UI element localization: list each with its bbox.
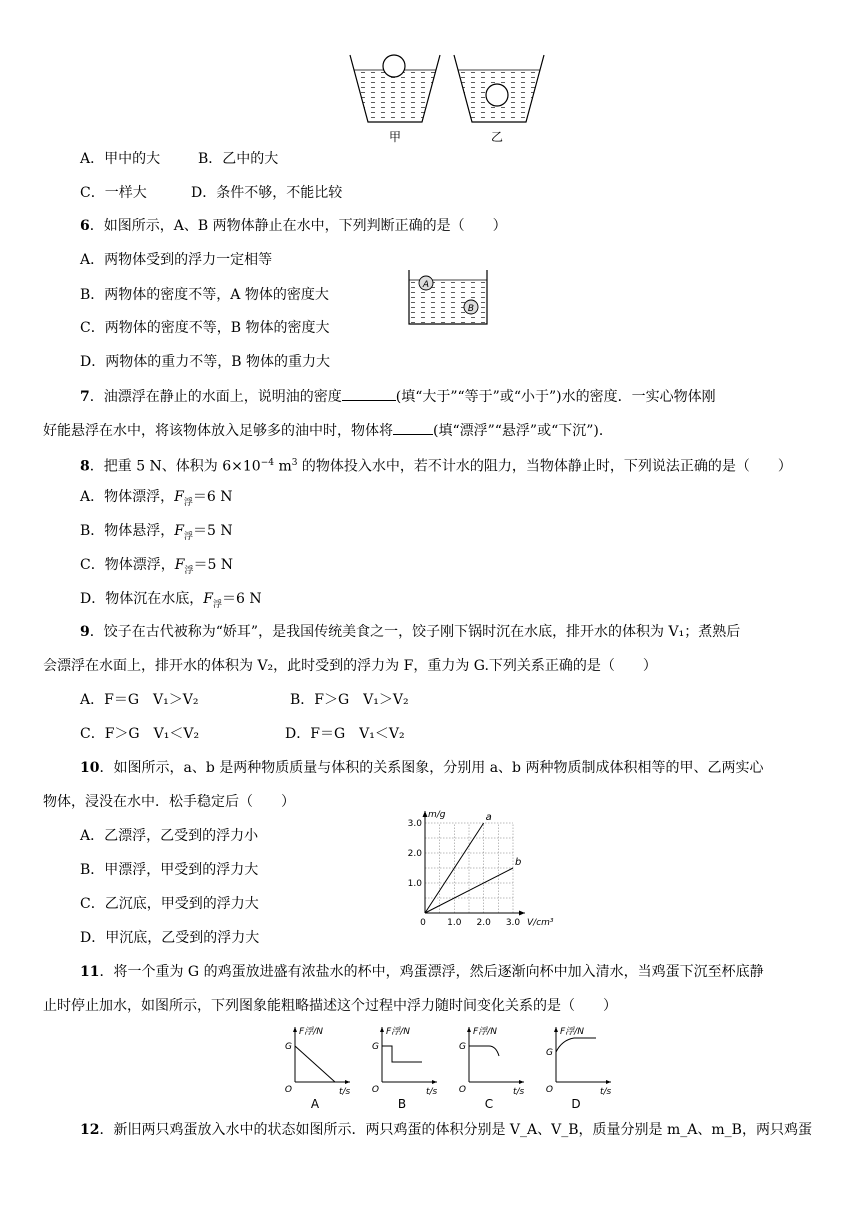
- series-label-b: b: [515, 857, 522, 868]
- q8-option-d-value: ＝6 N: [221, 591, 262, 607]
- g-label: G: [546, 1048, 553, 1058]
- series-label-a: a: [485, 812, 492, 823]
- q6-label-b: B: [467, 304, 475, 314]
- x-tick-label: 1.0: [447, 918, 462, 928]
- y-axis-arrow: [293, 1027, 297, 1032]
- q11-line-2: 止时停止加水，如图所示，下列图象能粗略描述这个过程中浮力随时间变化关系的是（ ）: [43, 998, 617, 1014]
- q6-option-d: D．两物体的重力不等，B 物体的重力大: [80, 354, 330, 370]
- x-tick-label: 3.0: [505, 918, 521, 928]
- x-axis-arrow: [519, 1080, 524, 1084]
- x-axis-label: t/s: [339, 1087, 351, 1097]
- y-axis-arrow: [423, 811, 428, 817]
- q7-part-3: 好能悬浮在水中，将该物体放入足够多的油中时，物体将: [43, 423, 393, 439]
- q7-line-2: [43, 420, 613, 441]
- buoyancy-curve: [295, 1046, 335, 1082]
- graph-d: [546, 1026, 612, 1111]
- q9-line-1: [80, 622, 740, 642]
- y-axis-label: F浮/N: [299, 1027, 323, 1037]
- option-label: D: [571, 1097, 581, 1111]
- force-symbol: F: [203, 591, 213, 607]
- q8-option-a-value: ＝6 N: [192, 489, 233, 505]
- q5-option-b: B．乙中的大: [198, 151, 279, 167]
- q10-line-2: 物体，浸没在水中．松手稳定后（ ）: [43, 794, 295, 810]
- q8-option-a-text: A．物体漂浮，: [80, 489, 175, 505]
- y-axis-label: m/g: [428, 810, 446, 820]
- q8-option-b-text: B．物体悬浮，: [80, 523, 175, 539]
- q8-option-c: [80, 555, 233, 581]
- mass-volume-chart: [395, 800, 575, 930]
- q6-number: 6: [80, 218, 90, 234]
- q6-option-a: A．两物体受到的浮力一定相等: [80, 252, 273, 268]
- q9-option-b: B．F＞G V₁＞V₂: [290, 692, 409, 708]
- q8-option-a: [80, 487, 232, 513]
- q11-number: 11: [80, 964, 100, 980]
- option-label: B: [397, 1097, 407, 1111]
- q5-option-d: D．条件不够，不能比较: [191, 185, 343, 201]
- q5-option-c: C．一样大: [80, 185, 147, 201]
- q10-option-c: C．乙沉底，甲受到的浮力大: [80, 896, 259, 912]
- q12-number: 12: [80, 1122, 100, 1138]
- g-label: G: [372, 1042, 379, 1052]
- origin-label: O: [458, 1085, 466, 1095]
- q11-line-1-text: ．将一个重为 G 的鸡蛋放进盛有浓盐水的杯中，鸡蛋漂浮，然后逐渐向杯中加入清水，当鸡蛋下沉至杯底静: [99, 964, 764, 980]
- y-axis-label: F浮/N: [386, 1027, 410, 1037]
- x-axis-arrow: [432, 1080, 437, 1084]
- q9-option-a: A．F＝G V₁＞V₂: [80, 692, 199, 708]
- buoyancy-subscript: 浮: [184, 531, 194, 542]
- q7-line-1: [80, 386, 716, 407]
- y-tick-label: 3.0: [407, 819, 422, 829]
- x-axis-arrow: [606, 1080, 611, 1084]
- q10-line-1: [80, 758, 763, 778]
- q10-option-d: D．甲沉底，乙受到的浮力大: [80, 930, 260, 946]
- q12-line-1: [80, 1120, 812, 1140]
- y-tick-label: 1.0: [407, 879, 422, 889]
- buoyancy-subscript: 浮: [183, 497, 193, 508]
- g-label: G: [285, 1042, 292, 1052]
- y-axis-arrow: [467, 1027, 471, 1032]
- q8-option-c-value: ＝5 N: [193, 557, 234, 573]
- y-axis-label: F浮/N: [473, 1027, 497, 1037]
- q9-number: 9: [80, 624, 90, 640]
- q8-cube: 3: [291, 458, 298, 468]
- q6-option-c: C．两物体的密度不等，B 物体的密度大: [80, 320, 330, 336]
- force-symbol: F: [174, 489, 184, 505]
- q8-stem-c: 的物体投入水中，若不计水的阻力，当物体静止时，下列说法正确的是（ ）: [297, 458, 792, 475]
- q11-line-1: [80, 962, 764, 982]
- origin-label: O: [371, 1085, 379, 1095]
- graph-b: [372, 1026, 438, 1111]
- buoyancy-subscript: 浮: [184, 565, 194, 576]
- x-axis-label: t/s: [513, 1087, 525, 1097]
- q7-blank-2[interactable]: [393, 420, 433, 435]
- y-tick-label: 2.0: [407, 849, 422, 859]
- q6-container-figure: [0, 0, 860, 340]
- graph-a: [285, 1026, 351, 1111]
- q7-part-1: ．油漂浮在静止的水面上，说明油的密度: [89, 389, 342, 405]
- q10-option-a: A．乙漂浮，乙受到的浮力小: [80, 828, 259, 844]
- q6-stem-text: ．如图所示，A、B 两物体静止在水中，下列判断正确的是（ ）: [89, 218, 507, 234]
- origin-label: 0: [420, 918, 426, 928]
- q9-option-d: D．F＝G V₁＜V₂: [285, 726, 405, 742]
- q5-option-a: A．甲中的大: [80, 151, 161, 167]
- x-axis-arrow: [519, 911, 525, 916]
- q9-line-1-text: ．饺子在古代被称为“娇耳”，是我国传统美食之一，饺子刚下锅时沉在水底，排开水的体积为 V₁；煮熟后: [89, 624, 741, 640]
- buoyancy-curve: [469, 1046, 499, 1056]
- y-axis-arrow: [554, 1027, 558, 1032]
- option-label: A: [310, 1097, 320, 1111]
- graph-c: [459, 1026, 525, 1111]
- q7-part-4: (填“漂浮”“悬浮”或“下沉”)．: [433, 423, 613, 439]
- x-axis-arrow: [345, 1080, 350, 1084]
- q7-number: 7: [80, 389, 90, 405]
- q10-option-b: B．甲漂浮，甲受到的浮力大: [80, 862, 259, 878]
- q8-option-b: [80, 521, 233, 547]
- x-axis-label: V/cm³: [527, 918, 554, 928]
- q8-exponent: −4: [260, 458, 274, 468]
- q8-stem-b: m: [274, 458, 292, 475]
- q8-option-b-value: ＝5 N: [193, 523, 233, 539]
- x-axis-label: t/s: [426, 1087, 438, 1097]
- buoyancy-curve: [382, 1046, 422, 1062]
- option-label: C: [484, 1097, 494, 1111]
- q8-stem: [80, 453, 792, 477]
- q7-blank-1[interactable]: [342, 386, 396, 401]
- x-axis-label: t/s: [600, 1087, 612, 1097]
- q12-line-1-text: ．新旧两只鸡蛋放入水中的状态如图所示．两只鸡蛋的体积分别是 V_A、V_B，质量分别是 m_A、m_B，两只鸡蛋: [99, 1122, 812, 1138]
- force-symbol: F: [174, 523, 185, 539]
- buoyancy-subscript: 浮: [212, 599, 222, 610]
- buoyancy-curve: [556, 1038, 596, 1052]
- q9-option-c: C．F＞G V₁＜V₂: [80, 726, 200, 742]
- q6-option-b: B．两物体的密度不等，A 物体的密度大: [80, 287, 329, 303]
- y-axis-label: F浮/N: [560, 1027, 584, 1037]
- g-label: G: [459, 1042, 466, 1052]
- x-tick-label: 2.0: [476, 918, 491, 928]
- q8-option-d-text: D．物体沉在水底，: [80, 591, 204, 607]
- origin-label: O: [284, 1085, 292, 1095]
- origin-label: O: [545, 1085, 553, 1095]
- q10-number: 10: [80, 760, 100, 776]
- beaker-right-label: 乙: [491, 130, 504, 144]
- q11-graphs: [265, 1020, 625, 1120]
- y-axis-arrow: [380, 1027, 384, 1032]
- q9-line-2: 会漂浮在水面上，排开水的体积为 V₂，此时受到的浮力为 F，重力为 G.下列关系正确的是（ ）: [43, 658, 657, 674]
- q7-part-2: (填“大于”“等于”或“小于”)水的密度．一实心物体刚: [395, 389, 716, 405]
- beaker-left-label: 甲: [389, 130, 402, 144]
- q8-number: 8: [80, 458, 90, 475]
- q8-option-d: [80, 589, 262, 615]
- q10-line-1-text: ．如图所示，a、b 是两种物质质量与体积的关系图象，分别用 a、b 两种物质制成体积相等的甲、乙两实心: [99, 760, 764, 776]
- force-symbol: F: [174, 557, 185, 573]
- q6-label-a: A: [422, 280, 430, 290]
- q8-stem-a: ．把重 5 N、体积为 6×10: [89, 458, 261, 475]
- q8-option-c-text: C．物体漂浮，: [80, 557, 175, 573]
